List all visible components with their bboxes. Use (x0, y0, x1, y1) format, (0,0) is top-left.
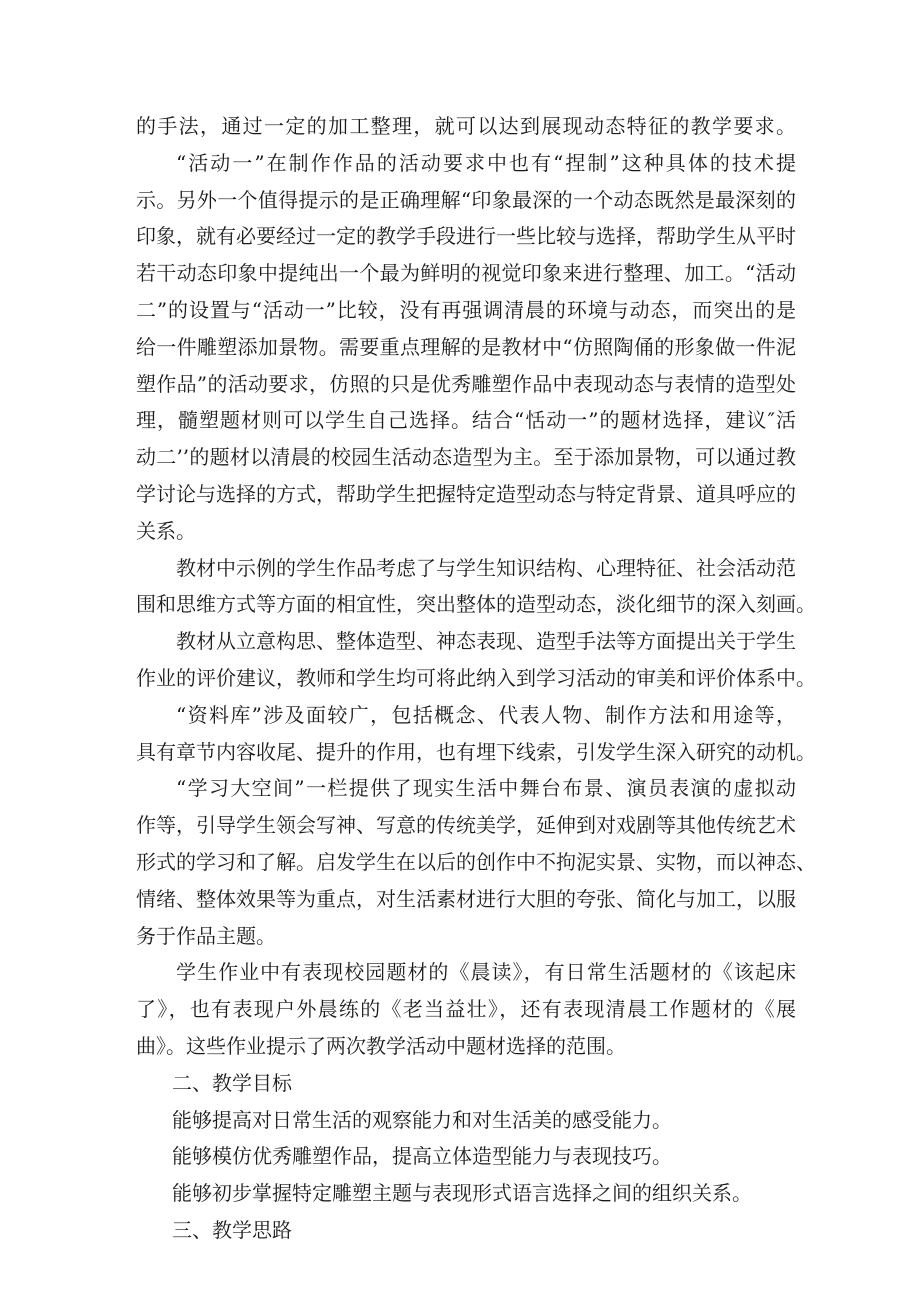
text-line: 了》，也有表现户外晨练的《老当益壮》，还有表现清晨工作题材的《展 (136, 997, 796, 1022)
text-line: 务于作品主题。 (136, 923, 276, 948)
text-line: 理，髓塑题材则可以学生自己选择。结合“恬动一”的题材选择，建议″活 (136, 408, 796, 433)
text-line: 形式的学习和了解。启发学生在以后的创作中不拘泥实景、实物，而以神态、 (136, 849, 816, 874)
text-line: “学习大空间”一栏提供了现实生活中舞台布景、演员表演的虚拟动 (176, 776, 796, 801)
text-line: 作等，引导学生领会写神、写意的传统美学，延伸到对戏剧等其他传统艺术 (136, 813, 796, 838)
text-line: 动二’’的题材以清晨的校园生活动态造型为主。至于添加景物，可以通过教 (136, 445, 796, 470)
text-line: 若干动态印象中提纯出一个最为鲜明的视觉印象来进行整理、加工。“活动 (136, 261, 796, 286)
text-line: 围和思维方式等方面的相宜性，突出整体的造型动态，淡化细节的深入刻画。 (136, 592, 816, 617)
objective-item: 能够模仿优秀雕塑作品，提高立体造型能力与表现技巧。 (172, 1144, 672, 1169)
text-line: 示。另外一个值得提示的是正确理解“印象最深的一个动态既然是最深刻的 (136, 187, 796, 212)
text-line: “活动一”在制作作品的活动要求中也有“捏制”这种具体的技术提 (176, 150, 796, 175)
text-line: 教材中示例的学生作品考虑了与学生知识结构、心理特征、社会活动范 (176, 555, 796, 580)
text-line: 印象，就有必要经过一定的教学手段进行一些比较与选择，帮助学生从平时 (136, 224, 796, 249)
text-line: 情绪、整体效果等为重点，对生活素材进行大胆的夸张、简化与加工，以服 (136, 886, 796, 911)
objective-item: 能够提高对日常生活的观察能力和对生活美的感受能力。 (172, 1107, 672, 1132)
text-line: 给一件雕塑添加景物。需要重点理解的是教材中“仿照陶俑的形象做一件泥 (136, 334, 796, 359)
section-heading: 二、教学目标 (172, 1070, 292, 1095)
text-line: “资料库”涉及面较广，包括概念、代表人物、制作方法和用途等， (176, 702, 796, 727)
text-line: 作业的评价建议，教师和学生均可将此纳入到学习活动的审美和评价体系中。 (136, 665, 816, 690)
text-line: 具有章节内容收尾、提升的作用，也有埋下线索，引发学生深入研究的动机。 (136, 739, 816, 764)
text-line: 塑作品”的活动要求，仿照的只是优秀雕塑作品中表现动态与表情的造型处 (136, 371, 796, 396)
text-line: 学生作业中有表现校园题材的《晨读》，有日常生活题材的《该起床 (176, 960, 796, 985)
text-line: 关系。 (136, 518, 196, 543)
text-line: 学讨论与选择的方式，帮助学生把握特定造型动态与特定背景、道具呼应的 (136, 481, 796, 506)
text-line: 的手法，通过一定的加工整理，就可以达到展现动态特征的教学要求。 (136, 114, 796, 138)
text-line: 教材从立意构思、整体造型、神态表现、造型手法等方面提出关于学生 (176, 629, 796, 654)
section-heading: 三、教学思路 (172, 1217, 292, 1242)
objective-item: 能够初步掌握特定雕塑主题与表现形式语言选择之间的组织关系。 (172, 1181, 752, 1206)
text-line: 二”的设置与“活动一”比较，没有再强调清晨的环境与动态，而突出的是 (136, 297, 796, 322)
document-body (136, 108, 816, 1249)
text-line: 曲》。这些作业提示了两次教学活动中题材选择的范围。 (136, 1033, 626, 1058)
